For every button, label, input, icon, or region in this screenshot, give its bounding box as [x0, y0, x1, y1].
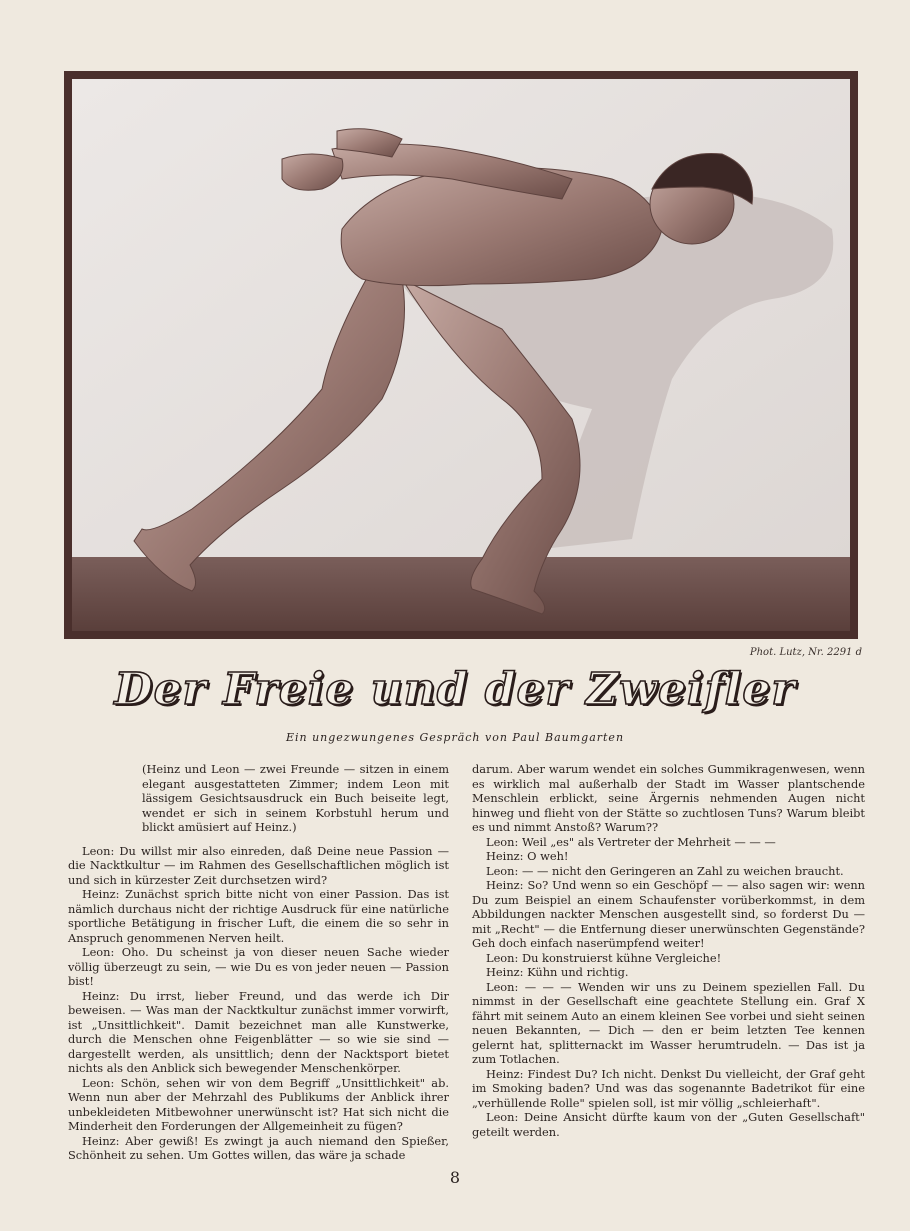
dialogue-paragraph: Heinz: Findest Du? Ich nicht. Denkst Du vielleicht, der Graf geht im Smoking baden? Und was das sogenannte Badetrikot für eine „verhüllende Rolle" spielen soll, ist mir völlig „schleierhaft".	[472, 1066, 865, 1110]
right-column	[472, 762, 865, 1139]
athlete-photograph	[72, 79, 850, 631]
dialogue-paragraph: Leon: Deine Ansicht dürfte kaum von der „Guten Gesellschaft" geteilt werden.	[472, 1110, 865, 1139]
dialogue-paragraph: darum. Aber warum wendet ein solches Gummikragenwesen, wenn es wirklich mal außerhalb der Stadt im Wasser plantschende Menschlein erblickt, seine Ärgernis nehmenden Augen nicht hinweg und flieht von der Stätte so zuchtlosen Tuns? Warum bleibt es und nimmt Anstoß? Warum??	[472, 762, 865, 834]
dialogue-paragraph: Heinz: Zunächst sprich bitte nicht von einer Passion. Das ist nämlich durchaus nicht der richtige Ausdruck für eine natürliche sportliche Betätigung in frischer Luft, die einem die so sehr in Anspruch genommenen Nerven heilt.	[68, 887, 449, 945]
dialogue-paragraph: Leon: Oho. Du scheinst ja von dieser neuen Sache wieder völlig überzeugt zu sein, — wie Du es von jeder neuen — Passion bist!	[68, 945, 449, 988]
page-number: 8	[449, 1168, 461, 1187]
article-subtitle: Ein ungezwungenes Gespräch von Paul Baumgarten	[285, 731, 625, 744]
dialogue-paragraph: Leon: — — — Wenden wir uns zu Deinem speziellen Fall. Du nimmst in der Gesellschaft eine geachtete Stellung ein. Graf X fährt mit seinem Auto an einem kleinen See vorbei und sieht seinen neuen Bekannten, — Dich — den er beim letzten Tee kennen gelernt hat, splitternackt im Wasser herumtrudeln. — Das ist ja zum Totlachen.	[472, 979, 865, 1066]
dialogue-paragraph: Heinz: Du irrst, lieber Freund, und das werde ich Dir beweisen. — Was man der Nacktkultur zunächst immer vorwirft, ist „Unsittlichkeit". Damit bezeichnet man alle Kunstwerke, durch die Menschen ohne Feigenblätter — so wie sie sind — dargestellt werden, als unsittlich; denn der Nacktsport bietet nichts als den Anblick sich bewegender Menschenkörper.	[68, 988, 449, 1075]
stage-direction: (Heinz und Leon — zwei Freunde — sitzen in einem elegant ausgestatteten Zimmer; indem Leon mit lässigem Gesichtsausdruck ein Buch beiseite legt, wendet er sich in seinem Korbstuhl herum und blickt amüsiert auf Heinz.)	[142, 762, 449, 834]
dialogue-paragraph: Leon: Du konstruierst kühne Vergleiche!	[486, 950, 722, 965]
left-column	[68, 762, 449, 1163]
article-title: Der Freie und der Zweifler	[114, 664, 796, 715]
dialogue-paragraph: Leon: Schön, sehen wir von dem Begriff „Unsittlichkeit" ab. Wenn nun aber der Mehrzahl des Publikums der Anblick ihrer unbekleideten Mitbewohner unerwünscht ist? Hat sich nicht die Minderheit den Forderungen der Allgemeinheit zu fügen?	[68, 1075, 449, 1133]
dialogue-paragraph: Heinz: O weh!	[486, 849, 569, 863]
photo-credit: Phot. Lutz, Nr. 2291 d	[749, 647, 862, 658]
dialogue-paragraph: Leon: — — nicht den Geringeren an Zahl zu weichen braucht.	[486, 863, 844, 878]
dialogue-paragraph: Heinz: Kühn und richtig.	[486, 965, 629, 979]
dialogue-paragraph: Heinz: So? Und wenn so ein Geschöpf — — also sagen wir: wenn Du zum Beispiel an einem Schaufenster vorüberkommst, in dem Abbildungen nackter Menschen ausgestellt sind, so forderst Du — mit „Recht" — die Entfernung dieser unerwünschten Gegenstände? Geh doch einfach naserümpfend weiter!	[472, 878, 865, 950]
dialogue-paragraph: Leon: Weil „es" als Vertreter der Mehrheit — — —	[486, 834, 776, 849]
dialogue-paragraph: Leon: Du willst mir also einreden, daß Deine neue Passion — die Nacktkultur — im Rahmen des Gesellschaftlichen möglich ist und sich in kürzester Zeit durchsetzen wird?	[68, 843, 449, 887]
dialogue-paragraph: Heinz: Aber gewiß! Es zwingt ja auch niemand den Spießer, Schönheit zu sehen. Um Gottes willen, das wäre ja schade	[68, 1133, 449, 1162]
photo-frame	[64, 71, 858, 639]
